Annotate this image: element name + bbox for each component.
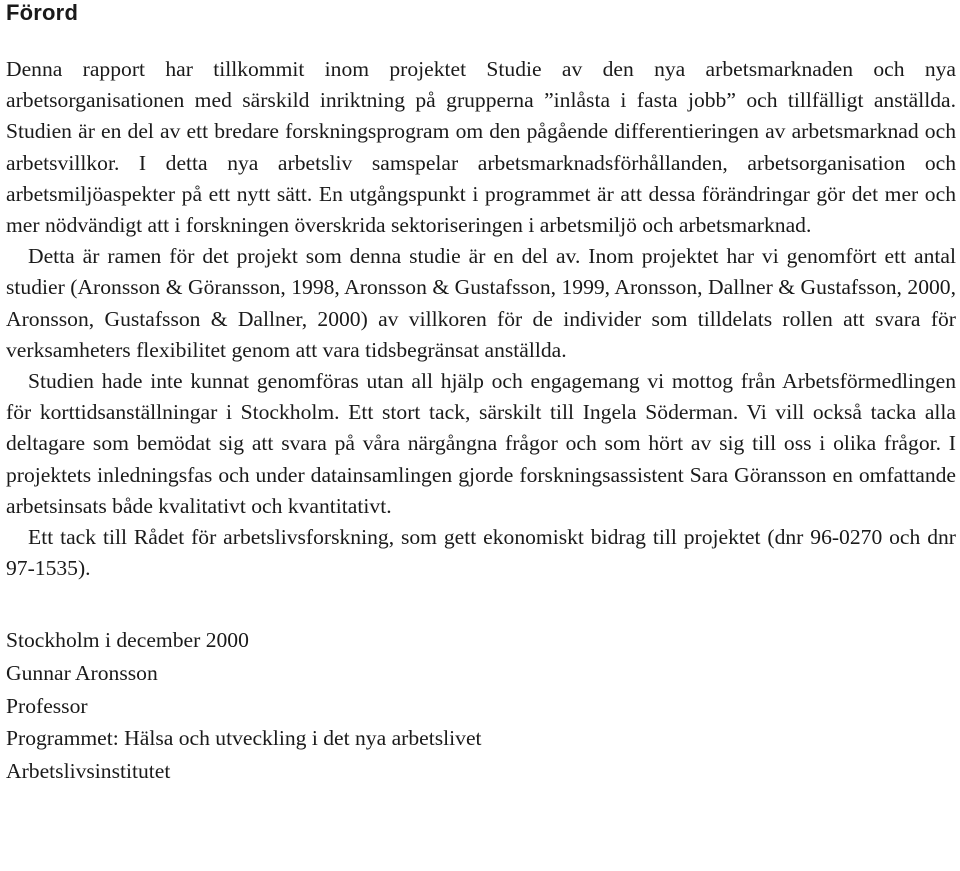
document-page [6,0,956,787]
signature-title: Professor [6,693,88,718]
signature-place-date: Stockholm i december 2000 [6,628,249,653]
signature-institute: Arbetslivsinstitutet [6,758,171,783]
preface-body [6,54,956,584]
paragraph-project-frame: Detta är ramen för det projekt som denna studie är en del av. Inom projektet har vi genomfört ett antal studier (Aronsson & Göransson, 1998, Aronsson & Gustafsson, 1999, Aronsson, Dallner & Gustafsson, 2000, Aronsson, Gustafsson & Dallner, 2000) av villkoren för de individer som tilldelats rollen att svara för verksamheters flexibilitet genom att vara tidsbegränsat anställda. [6,244,956,362]
page-title: Förord [6,0,79,25]
signature-program: Programmet: Hälsa och utveckling i det nya arbetslivet [6,726,482,751]
signature-block [6,624,956,787]
paragraph-intro: Denna rapport har tillkommit inom projektet Studie av den nya arbetsmarknaden och nya arbetsorganisationen med särskild inriktning på grupperna ”inlåsta i fasta jobb” och tillfälligt anställda. Studien är en del av ett bredare forskningsprogram om den pågående differentieringen av arbetsmarknad och arbetsvillkor. I detta nya arbetsliv samspelar arbetsmarknadsförhållanden, arbetsorganisation och arbetsmiljöaspekter på ett nytt sätt. En utgångspunkt i programmet är att dessa förändringar gör det mer och mer nödvändigt att i forskningen överskrida sektoriseringen i arbetsmiljö och arbetsmarknad. [6,57,956,238]
signature-name: Gunnar Aronsson [6,661,158,686]
paragraph-funding: Ett tack till Rådet för arbetslivsforskning, som gett ekonomiskt bidrag till projektet (dnr 96-0270 och dnr 97-1535). [6,525,956,581]
paragraph-acknowledgements: Studien hade inte kunnat genomföras utan all hjälp och engagemang vi mottog från Arbetsförmedlingen för korttidsanställningar i Stockholm. Ett stort tack, särskilt till Ingela Söderman. Vi vill också tacka alla deltagare som bemödat sig att svara på våra närgångna frågor och som hört av sig till oss i olika frågor. I projektets inledningsfas och under datainsamlingen gjorde forskningsassistent Sara Göransson en omfattande arbetsinsats både kvalitativt och kvantitativt. [6,369,956,518]
